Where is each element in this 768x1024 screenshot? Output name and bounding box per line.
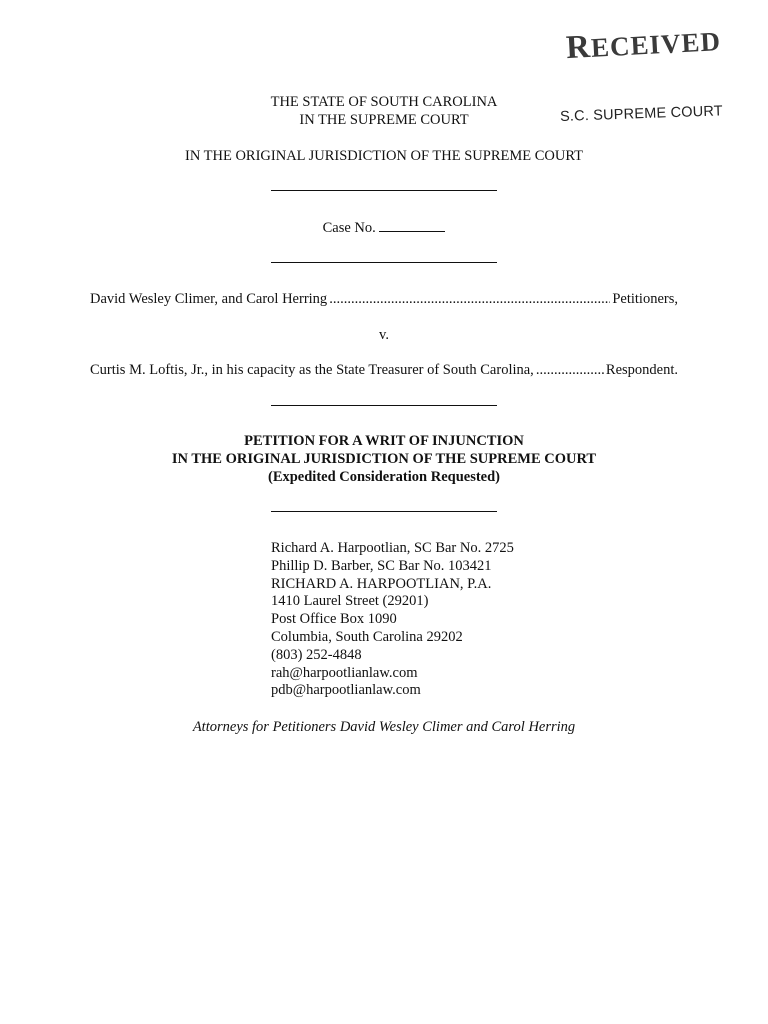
counsel-email: rah@harpootlianlaw.com bbox=[271, 664, 418, 681]
counsel-line: Phillip D. Barber, SC Bar No. 103421 bbox=[271, 557, 492, 574]
counsel-phone: (803) 252-4848 bbox=[271, 646, 362, 663]
counsel-block bbox=[271, 540, 691, 700]
counsel-line: 1410 Laurel Street (29201) bbox=[271, 593, 429, 610]
counsel-email: pdb@harpootlianlaw.com bbox=[271, 682, 421, 699]
leader-dots bbox=[536, 361, 604, 379]
petitioners-role: Petitioners, bbox=[612, 291, 678, 307]
state-heading: THE STATE OF SOUTH CAROLINA bbox=[270, 94, 498, 110]
case-number-line bbox=[0, 218, 768, 237]
counsel-line: Richard A. Harpootlian, SC Bar No. 2725 bbox=[271, 540, 514, 556]
counsel-line: Post Office Box 1090 bbox=[271, 611, 397, 628]
court-heading: IN THE SUPREME COURT bbox=[299, 112, 469, 128]
petition-title-line2: IN THE ORIGINAL JURISDICTION OF THE SUPREME COURT bbox=[171, 451, 597, 467]
leader-dots bbox=[329, 290, 610, 308]
divider-rule bbox=[271, 511, 497, 512]
counsel-line: RICHARD A. HARPOOTLIAN, P.A. bbox=[271, 575, 492, 592]
case-number-label: Case No. bbox=[322, 220, 376, 236]
petition-title-line3: (Expedited Consideration Requested) bbox=[267, 469, 500, 485]
respondent-names: Curtis M. Loftis, Jr., in his capacity as the State Treasurer of South Carolina, bbox=[90, 362, 534, 378]
divider-rule bbox=[271, 405, 497, 406]
case-number-blank bbox=[379, 218, 445, 232]
received-stamp-rest: ECEIVED bbox=[590, 26, 722, 63]
petitioners-names: David Wesley Climer, and Carol Herring bbox=[90, 291, 328, 307]
jurisdiction-heading: IN THE ORIGINAL JURISDICTION OF THE SUPREME COURT bbox=[184, 148, 584, 164]
petition-title-line1: PETITION FOR A WRIT OF INJUNCTION bbox=[244, 433, 524, 449]
court-stamp: S.C. SUPREME COURT bbox=[559, 103, 724, 125]
respondent-line bbox=[90, 361, 678, 379]
counsel-line: Columbia, South Carolina 29202 bbox=[271, 628, 463, 645]
divider-rule bbox=[271, 262, 497, 263]
divider-rule bbox=[271, 190, 497, 191]
respondent-role: Respondent. bbox=[605, 362, 678, 378]
received-stamp bbox=[565, 22, 727, 67]
received-stamp-initial: R bbox=[565, 28, 592, 67]
petitioners-line bbox=[90, 290, 678, 308]
attorneys-for-line: Attorneys for Petitioners David Wesley Climer and Carol Herring bbox=[192, 719, 576, 735]
versus: v. bbox=[379, 327, 389, 343]
